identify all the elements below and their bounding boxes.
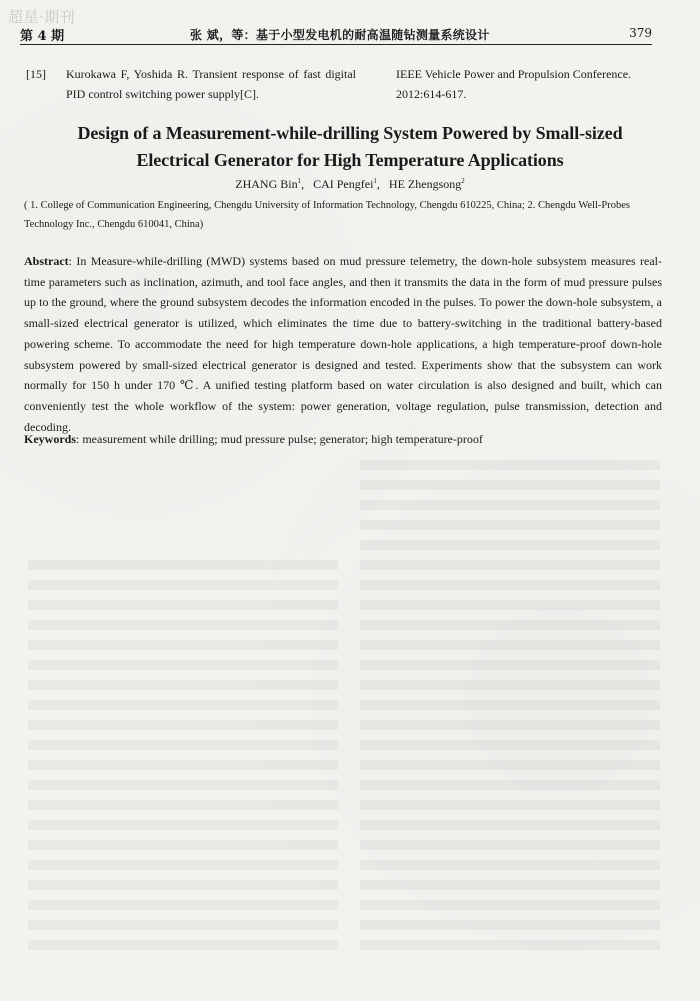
watermark: 超星·期刊 — [8, 8, 76, 26]
author-name: HE Zhengsong — [388, 177, 462, 191]
reference-number: [15] — [26, 67, 46, 81]
reference-text: Kurokawa F, Yoshida R. Transient response of fast digital PID control switching power supply[C]. — [66, 67, 356, 101]
author-affiliation-mark: 1 — [297, 177, 302, 185]
issue-label: 第 4 期 — [20, 29, 65, 44]
title-line-1: Design of a Measurement-while-drilling System Powered by Small-sized — [77, 123, 623, 143]
bleed-through-text — [360, 460, 660, 950]
keywords-label: Keywords — [24, 432, 76, 446]
abstract-label: Abstract — [24, 254, 69, 268]
author-name: CAI Pengfei — [313, 177, 374, 191]
reference-15-continued: IEEE Vehicle Power and Propulsion Conference. 2012:614-617. — [396, 67, 632, 101]
author-affiliation-mark: 1 — [373, 177, 377, 185]
author-name: ZHANG Bin — [235, 177, 298, 191]
keywords-text: : measurement while drilling; mud pressure pulse; generator; high temperature-proof — [76, 432, 483, 446]
abstract — [24, 251, 662, 437]
reference-15 — [26, 64, 356, 104]
paper-title — [0, 120, 700, 174]
affiliations: ( 1. College of Communication Engineering, Chengdu University of Information Technology, Chengdu 610225, China; 2. Chengdu Well-Probes Technology Inc., Chengdu 610041, China) — [24, 200, 630, 230]
author-affiliation-mark: 2 — [461, 177, 465, 185]
abstract-text: : In Measure-while-drilling (MWD) systems based on mud pressure telemetry, the down-hole subsystem measures real-time parameters such as inclination, azimuth, and tool face angles, and then it transmits the data in the form of mud pressure pulses up to the ground, where the ground subsystem decodes the information encoded in the pulses. To power the down-hole subsystem, a small-sized electrical generator is utilized, which eliminates the time due to battery-switching in the traditional battery-based powering scheme. To accommodate the need for high temperature down-hole applications, a high temperature-proof down-hole subsystem powered by small-sized electrical generator is designed and tested. Experiments show that the subsystem can work normally for 150 h under 170 ℃. A unified testing platform based on water circulation is also designed and built, which can conveniently test the whole workflow of the system: power generation, voltage regulation, pulse transmission, detection and decoding. — [24, 254, 662, 434]
running-header — [20, 24, 652, 45]
author-list: ZHANG Bin$^1$, CAI Pengfei$^1$, HE Zhengsong$^2$ — [235, 177, 465, 191]
page-number: 379 — [629, 26, 652, 40]
running-title: 张 斌，等：基于小型发电机的耐高温随钻测量系统设计 — [190, 28, 490, 42]
bleed-through-text-left — [28, 560, 338, 950]
keywords — [24, 429, 662, 449]
title-line-2: Electrical Generator for High Temperature Applications — [136, 150, 564, 170]
